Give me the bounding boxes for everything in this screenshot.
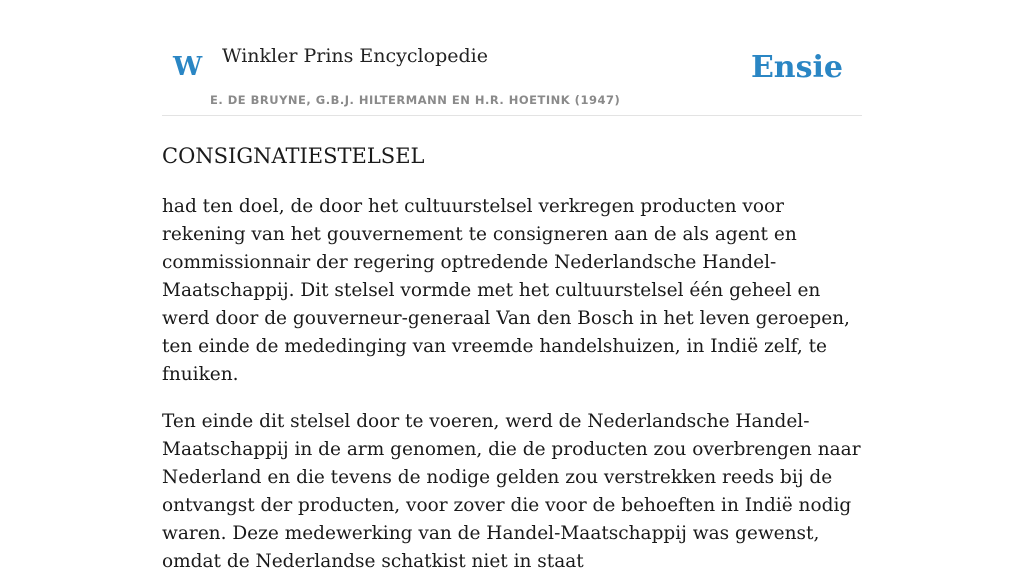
page-header [162,0,862,116]
publication-authors: E. DE BRUYNE, G.B.J. HILTERMANN EN H.R. HOETINK (1947) [210,93,621,107]
page [162,0,862,576]
winkler-prins-logo[interactable]: W [173,52,203,82]
publication-title[interactable]: Winkler Prins Encyclopedie [222,45,488,67]
entry-title: CONSIGNATIESTELSEL [162,144,425,168]
entry-paragraph-1: had ten doel, de door het cultuurstelsel verkregen producten voor rekening van het gouvernement te consigneren aan de als agent en commissionnair der regering optredende Nederlandsche Handel-Maatschappij. Dit stelsel vormde met het cultuurstelsel één geheel en werd door de gouverneur-generaal Van den Bosch in het leven geroepen, ten einde de mededinging van vreemde handelshuizen, in Indië zelf, te fnuiken. [162,196,850,385]
ensie-logo[interactable]: Ensie [750,50,843,85]
entry-paragraph-2: Ten einde dit stelsel door te voeren, werd de Nederlandsche Handel-Maatschappij in de arm genomen, die de producten zou overbrengen naar Nederland en die tevens de nodige gelden zou verstrekken reeds bij de ontvangst der producten, voor zover die voor de behoeften in Indië nodig waren. Deze medewerking van de Handel-Maatschappij was gewenst, omdat de Nederlandse schatkist niet in staat [162,411,861,572]
